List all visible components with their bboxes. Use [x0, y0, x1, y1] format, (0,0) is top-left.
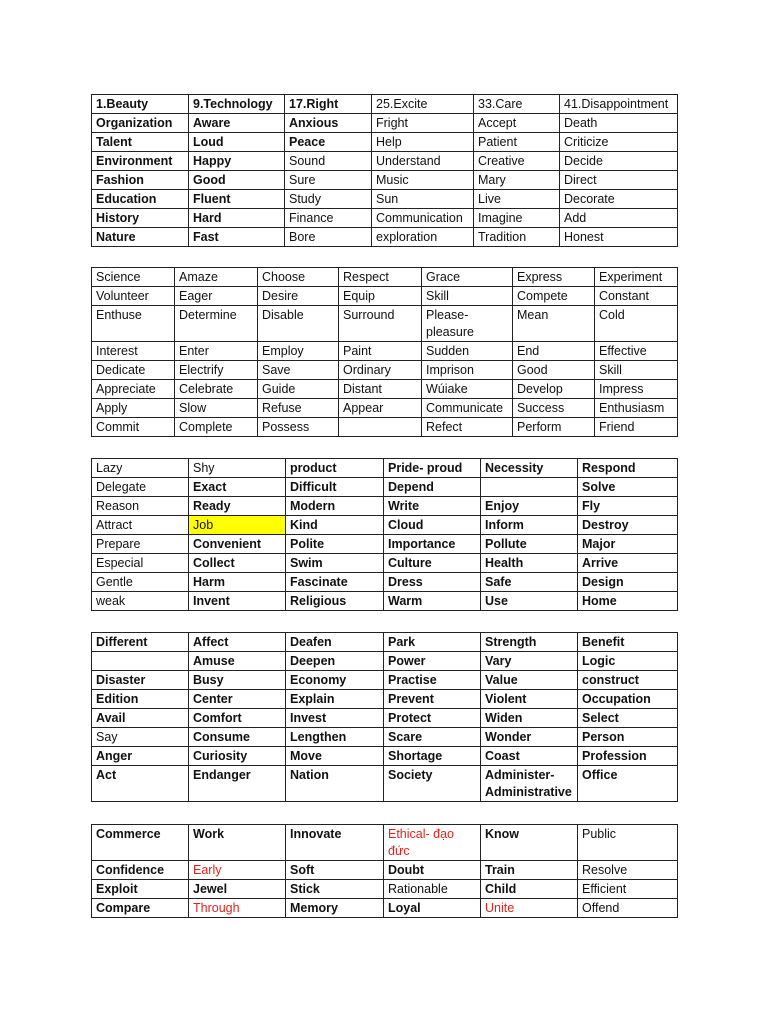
table-row — [92, 190, 678, 209]
table-cell: Good — [513, 361, 595, 380]
table-cell: Move — [286, 747, 384, 766]
table-row — [92, 380, 678, 399]
table-cell: Fast — [189, 228, 285, 247]
table-cell: Nature — [92, 228, 189, 247]
table-cell: 41.Disappointment — [560, 95, 678, 114]
table-cell: Fashion — [92, 171, 189, 190]
table-cell: Complete — [175, 418, 258, 437]
table-cell: Swim — [286, 554, 384, 573]
table-cell: Avail — [92, 709, 189, 728]
table-cell: Prepare — [92, 535, 189, 554]
table-row — [92, 861, 678, 880]
table-cell: Organization — [92, 114, 189, 133]
table-cell: Protect — [384, 709, 481, 728]
table-row — [92, 592, 678, 611]
table-cell: Innovate — [286, 825, 384, 861]
table-cell: Develop — [513, 380, 595, 399]
table-cell: Please- pleasure — [422, 306, 513, 342]
table-cell: Exploit — [92, 880, 189, 899]
table-cell: Good — [189, 171, 285, 190]
table-row — [92, 306, 678, 342]
table-cell: Fascinate — [286, 573, 384, 592]
table-cell: Respect — [339, 268, 422, 287]
table-cell: Vary — [481, 652, 578, 671]
table-cell: Major — [578, 535, 678, 554]
table-cell: Polite — [286, 535, 384, 554]
table-cell: 1.Beauty — [92, 95, 189, 114]
table-row — [92, 899, 678, 918]
table-cell: Health — [481, 554, 578, 573]
table-cell: Rationable — [384, 880, 481, 899]
table-cell: Pride- proud — [384, 459, 481, 478]
table-row — [92, 171, 678, 190]
table-row — [92, 728, 678, 747]
vocab-table-5 — [91, 824, 678, 918]
table-cell: Invest — [286, 709, 384, 728]
table-cell: weak — [92, 592, 189, 611]
table-cell: Confidence — [92, 861, 189, 880]
table-cell: Soft — [286, 861, 384, 880]
table-cell: Ethical- đạo đức — [384, 825, 481, 861]
table-cell: Importance — [384, 535, 481, 554]
table-cell: Safe — [481, 573, 578, 592]
table-cell: Occupation — [578, 690, 678, 709]
table-cell: Constant — [595, 287, 678, 306]
table-cell: Modern — [286, 497, 384, 516]
table-cell: product — [286, 459, 384, 478]
table-cell: Act — [92, 766, 189, 802]
table-cell: Coast — [481, 747, 578, 766]
table-cell: Home — [578, 592, 678, 611]
table-cell: Edition — [92, 690, 189, 709]
table-cell: Resolve — [578, 861, 678, 880]
table-cell: Endanger — [189, 766, 286, 802]
table-cell: Effective — [595, 342, 678, 361]
table-cell: Early — [189, 861, 286, 880]
table-cell: Sudden — [422, 342, 513, 361]
table-cell: Strength — [481, 633, 578, 652]
table-cell: Choose — [258, 268, 339, 287]
table-cell: Success — [513, 399, 595, 418]
table-cell: Talent — [92, 133, 189, 152]
table-cell: Add — [560, 209, 678, 228]
table-cell: Equip — [339, 287, 422, 306]
table-cell: Consume — [189, 728, 286, 747]
table-cell: Communicate — [422, 399, 513, 418]
table-cell: Office — [578, 766, 678, 802]
table-cell: Shy — [189, 459, 286, 478]
table-cell: Refuse — [258, 399, 339, 418]
table-cell: Lengthen — [286, 728, 384, 747]
table-cell: Know — [481, 825, 578, 861]
table-cell: Communication — [372, 209, 474, 228]
table-cell: Disable — [258, 306, 339, 342]
table-cell — [481, 478, 578, 497]
table-row — [92, 497, 678, 516]
table-cell: Difficult — [286, 478, 384, 497]
table-cell: Paint — [339, 342, 422, 361]
table-cell: Attract — [92, 516, 189, 535]
table-cell: Aware — [189, 114, 285, 133]
table-row — [92, 573, 678, 592]
table-cell: Respond — [578, 459, 678, 478]
table-row — [92, 652, 678, 671]
table-cell: Creative — [474, 152, 560, 171]
table-cell: Apply — [92, 399, 175, 418]
table-cell: Necessity — [481, 459, 578, 478]
vocab-table-1 — [91, 94, 678, 247]
table-row — [92, 459, 678, 478]
table-cell: Hard — [189, 209, 285, 228]
table-cell: Appreciate — [92, 380, 175, 399]
table-row — [92, 825, 678, 861]
table-cell: Solve — [578, 478, 678, 497]
table-cell: Warm — [384, 592, 481, 611]
table-cell: Use — [481, 592, 578, 611]
table-cell: Science — [92, 268, 175, 287]
table-cell: 9.Technology — [189, 95, 285, 114]
table-cell: Finance — [285, 209, 372, 228]
table-row — [92, 133, 678, 152]
table-row — [92, 361, 678, 380]
table-cell: Enthusiasm — [595, 399, 678, 418]
table-cell: Through — [189, 899, 286, 918]
table-row — [92, 287, 678, 306]
table-cell — [92, 652, 189, 671]
table-cell: Imprison — [422, 361, 513, 380]
table-cell: Fright — [372, 114, 474, 133]
table-cell: Mean — [513, 306, 595, 342]
table-cell: Compete — [513, 287, 595, 306]
table-cell: Sure — [285, 171, 372, 190]
table-cell: Loud — [189, 133, 285, 152]
table-cell: Religious — [286, 592, 384, 611]
table-cell: Eager — [175, 287, 258, 306]
table-cell: Grace — [422, 268, 513, 287]
table-row — [92, 709, 678, 728]
table-cell: Destroy — [578, 516, 678, 535]
table-cell: Explain — [286, 690, 384, 709]
table-cell: Fluent — [189, 190, 285, 209]
table-row — [92, 535, 678, 554]
table-cell: Prevent — [384, 690, 481, 709]
table-row — [92, 152, 678, 171]
table-cell: Friend — [595, 418, 678, 437]
table-cell: Understand — [372, 152, 474, 171]
table-cell: Surround — [339, 306, 422, 342]
table-cell: Say — [92, 728, 189, 747]
table-row — [92, 671, 678, 690]
table-cell: Convenient — [189, 535, 286, 554]
table-cell: Deafen — [286, 633, 384, 652]
table-cell: Anxious — [285, 114, 372, 133]
table-cell: Skill — [595, 361, 678, 380]
table-cell: Education — [92, 190, 189, 209]
table-cell: Doubt — [384, 861, 481, 880]
table-cell: Reason — [92, 497, 189, 516]
table-cell — [339, 418, 422, 437]
table-cell: Train — [481, 861, 578, 880]
table-cell: Commit — [92, 418, 175, 437]
table-row — [92, 747, 678, 766]
table-row — [92, 228, 678, 247]
table-cell: Distant — [339, 380, 422, 399]
table-row — [92, 478, 678, 497]
table-cell: Widen — [481, 709, 578, 728]
table-cell: Peace — [285, 133, 372, 152]
table-cell: Volunteer — [92, 287, 175, 306]
table-cell: Refect — [422, 418, 513, 437]
table-cell: Commerce — [92, 825, 189, 861]
table-cell: Public — [578, 825, 678, 861]
table-cell: Nation — [286, 766, 384, 802]
table-cell: Busy — [189, 671, 286, 690]
table-cell: Write — [384, 497, 481, 516]
table-cell: History — [92, 209, 189, 228]
table-row — [92, 418, 678, 437]
table-cell: 25.Excite — [372, 95, 474, 114]
table-cell: 17.Right — [285, 95, 372, 114]
table-cell: Different — [92, 633, 189, 652]
table-cell: Patient — [474, 133, 560, 152]
table-cell: Loyal — [384, 899, 481, 918]
table-cell: Power — [384, 652, 481, 671]
table-cell: Compare — [92, 899, 189, 918]
table-cell: Job — [189, 516, 286, 535]
table-cell: Experiment — [595, 268, 678, 287]
table-cell: Design — [578, 573, 678, 592]
table-cell: Invent — [189, 592, 286, 611]
table-cell: Dedicate — [92, 361, 175, 380]
table-cell: Interest — [92, 342, 175, 361]
table-cell: Cloud — [384, 516, 481, 535]
table-cell: Inform — [481, 516, 578, 535]
table-cell: Cold — [595, 306, 678, 342]
table-cell: Enjoy — [481, 497, 578, 516]
table-cell: Mary — [474, 171, 560, 190]
table-row — [92, 633, 678, 652]
table-cell: Appear — [339, 399, 422, 418]
table-cell: Slow — [175, 399, 258, 418]
table-cell: Desire — [258, 287, 339, 306]
table-cell: Collect — [189, 554, 286, 573]
table-cell: Perform — [513, 418, 595, 437]
table-row — [92, 766, 678, 802]
table-row — [92, 114, 678, 133]
table-cell: Death — [560, 114, 678, 133]
table-cell: Decide — [560, 152, 678, 171]
table-cell: Guide — [258, 380, 339, 399]
table-cell: Dress — [384, 573, 481, 592]
table-cell: Society — [384, 766, 481, 802]
table-cell: Deepen — [286, 652, 384, 671]
table-cell: Accept — [474, 114, 560, 133]
table-cell: Study — [285, 190, 372, 209]
table-cell: Memory — [286, 899, 384, 918]
table-cell: Scare — [384, 728, 481, 747]
table-cell: Unite — [481, 899, 578, 918]
table-cell: Determine — [175, 306, 258, 342]
table-cell: Pollute — [481, 535, 578, 554]
table-cell: Person — [578, 728, 678, 747]
vocab-table-3 — [91, 458, 678, 611]
table-cell: Save — [258, 361, 339, 380]
table-cell: Celebrate — [175, 380, 258, 399]
table-cell: Kind — [286, 516, 384, 535]
table-cell: Impress — [595, 380, 678, 399]
table-cell: Jewel — [189, 880, 286, 899]
table-cell: Administer- Administrative — [481, 766, 578, 802]
table-cell: Environment — [92, 152, 189, 171]
table-cell: Possess — [258, 418, 339, 437]
table-cell: Disaster — [92, 671, 189, 690]
table-cell: Wonder — [481, 728, 578, 747]
table-cell: Logic — [578, 652, 678, 671]
table-cell: Affect — [189, 633, 286, 652]
table-cell: Help — [372, 133, 474, 152]
table-cell: Offend — [578, 899, 678, 918]
vocab-table-4 — [91, 632, 678, 802]
table-row — [92, 268, 678, 287]
table-cell: Express — [513, 268, 595, 287]
table-cell: Benefit — [578, 633, 678, 652]
table-cell: Park — [384, 633, 481, 652]
table-cell: Decorate — [560, 190, 678, 209]
table-row — [92, 95, 678, 114]
table-cell: Delegate — [92, 478, 189, 497]
table-cell: Bore — [285, 228, 372, 247]
table-cell: exploration — [372, 228, 474, 247]
table-cell: Especial — [92, 554, 189, 573]
table-cell: Arrive — [578, 554, 678, 573]
table-row — [92, 554, 678, 573]
table-cell: Anger — [92, 747, 189, 766]
table-cell: Direct — [560, 171, 678, 190]
table-cell: Curiosity — [189, 747, 286, 766]
table-cell: Select — [578, 709, 678, 728]
table-cell: Tradition — [474, 228, 560, 247]
table-cell: Live — [474, 190, 560, 209]
table-row — [92, 690, 678, 709]
table-cell: Criticize — [560, 133, 678, 152]
table-cell: Depend — [384, 478, 481, 497]
table-cell: Amuse — [189, 652, 286, 671]
table-row — [92, 516, 678, 535]
table-cell: construct — [578, 671, 678, 690]
table-cell: Employ — [258, 342, 339, 361]
table-cell: Efficient — [578, 880, 678, 899]
table-cell: Happy — [189, 152, 285, 171]
table-cell: Work — [189, 825, 286, 861]
table-cell: Stick — [286, 880, 384, 899]
table-row — [92, 342, 678, 361]
table-cell: Enter — [175, 342, 258, 361]
table-cell: Practise — [384, 671, 481, 690]
table-cell: End — [513, 342, 595, 361]
table-cell: Sun — [372, 190, 474, 209]
table-cell: Culture — [384, 554, 481, 573]
table-row — [92, 399, 678, 418]
table-cell: Profession — [578, 747, 678, 766]
table-cell: Ready — [189, 497, 286, 516]
table-cell: Gentle — [92, 573, 189, 592]
table-cell: Imagine — [474, 209, 560, 228]
table-cell: Center — [189, 690, 286, 709]
table-cell: Enthuse — [92, 306, 175, 342]
table-cell: Economy — [286, 671, 384, 690]
table-row — [92, 209, 678, 228]
table-cell: Skill — [422, 287, 513, 306]
table-cell: Lazy — [92, 459, 189, 478]
table-cell: Fly — [578, 497, 678, 516]
table-cell: Shortage — [384, 747, 481, 766]
table-cell: Child — [481, 880, 578, 899]
table-cell: Harm — [189, 573, 286, 592]
table-cell: Honest — [560, 228, 678, 247]
table-cell: 33.Care — [474, 95, 560, 114]
table-cell: Amaze — [175, 268, 258, 287]
table-cell: Wúiake — [422, 380, 513, 399]
table-cell: Exact — [189, 478, 286, 497]
table-cell: Comfort — [189, 709, 286, 728]
table-cell: Electrify — [175, 361, 258, 380]
table-cell: Music — [372, 171, 474, 190]
vocab-table-2 — [91, 267, 678, 437]
table-row — [92, 880, 678, 899]
table-cell: Value — [481, 671, 578, 690]
table-cell: Ordinary — [339, 361, 422, 380]
table-cell: Sound — [285, 152, 372, 171]
table-cell: Violent — [481, 690, 578, 709]
